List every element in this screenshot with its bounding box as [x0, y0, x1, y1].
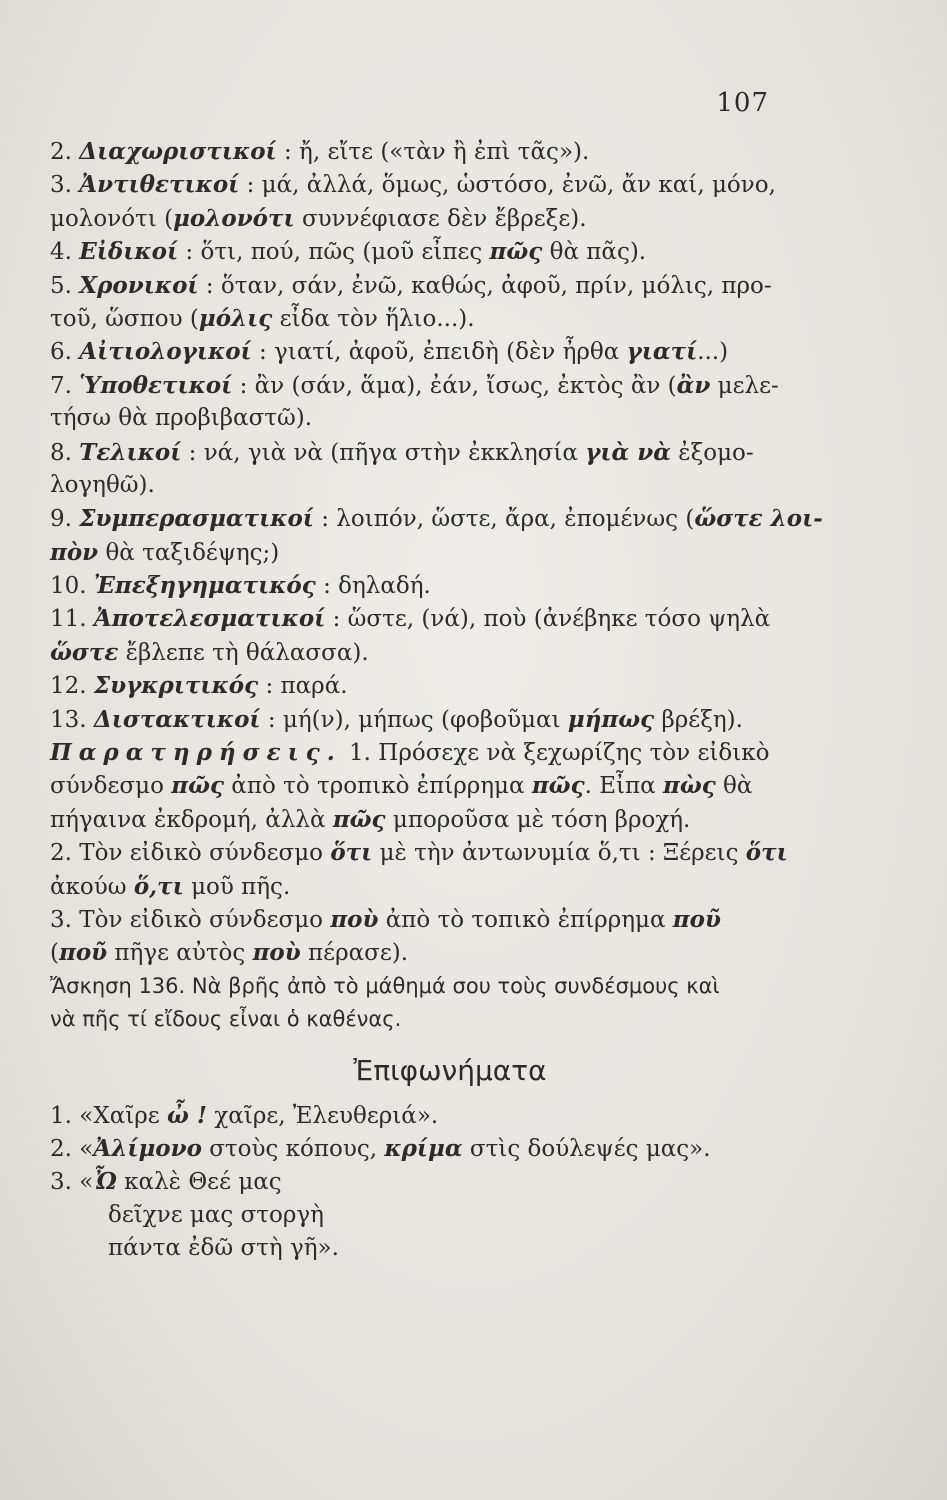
item-text: : δηλαδή.: [315, 573, 431, 600]
item-number: 11.: [50, 606, 87, 633]
remarks-line: [50, 769, 790, 802]
example-word: πὼς: [662, 772, 716, 800]
item-line: [50, 602, 790, 635]
item-line: [50, 469, 790, 502]
remarks-line: [50, 836, 790, 869]
item-line: [50, 335, 790, 368]
item-text: ἐξομο-: [670, 439, 754, 466]
example-word: μολονότι: [173, 204, 295, 232]
example-word: Ἀλίμονο: [93, 1134, 202, 1162]
item-number: 10.: [50, 573, 87, 600]
example-word: πῶς: [171, 772, 224, 800]
remark-text: θὰ: [715, 773, 753, 800]
remark-text: (: [50, 940, 59, 967]
item-text: στὶς δούλεψές μας».: [462, 1135, 711, 1162]
item-line: [50, 168, 790, 201]
item-label: Ἀντιθετικοί: [79, 171, 240, 199]
item-number: 9.: [50, 506, 72, 533]
item-text: μολονότι (: [50, 205, 174, 232]
item-label: Διαχωριστικοί: [79, 138, 277, 165]
item-label: Συμπερασματικοί: [79, 505, 314, 533]
item-label: Ἀποτελεσματικοί: [93, 605, 326, 633]
item-label: Χρονικοί: [79, 271, 199, 299]
item-line: [50, 536, 790, 569]
item-text: λογηθῶ).: [50, 471, 155, 498]
item-line: [50, 202, 790, 235]
example-word: κρίμα: [384, 1134, 463, 1162]
remark-text: μὲ τὴν ἀντωνυμία ὅ,τι : Ξέρεις: [372, 840, 746, 867]
item-number: 8.: [50, 439, 72, 466]
item-number: 5.: [50, 272, 72, 299]
remarks-line: [50, 803, 790, 836]
item-line: [50, 269, 790, 302]
example-word: πῶς: [332, 805, 386, 833]
item-text: : παρά.: [258, 673, 348, 700]
example-word: γιατί: [626, 338, 698, 366]
item-text: : μά, ἀλλά, ὅμως, ὡστόσο, ἐνῶ, ἄν καί, μόνο,: [239, 172, 776, 199]
interjection-line: [50, 1132, 790, 1165]
example-word: ποὺ: [330, 905, 379, 933]
item-line: [50, 669, 790, 702]
remark-text: 2. Τὸν εἰδικὸ σύνδεσμο: [50, 840, 331, 867]
example-word: Ὦ: [93, 1168, 117, 1196]
item-number: 3.: [50, 1169, 72, 1196]
example-word: πῶς: [531, 772, 585, 800]
item-label: Τελικοί: [79, 438, 182, 466]
example-word: ἂν: [676, 371, 711, 399]
item-label: Ἐπεξηγηματικός: [93, 572, 316, 600]
remark-text: 1. Πρόσεχε νὰ ξεχωρίζης τὸν εἰδικὸ: [341, 740, 770, 767]
item-text: ἔβλεπε τὴ θάλασσα).: [118, 639, 369, 666]
item-line: [50, 436, 790, 469]
remark-text: πέρασε).: [300, 940, 409, 967]
item-line: [50, 636, 790, 669]
remark-text: ἀπὸ τὸ τροπικὸ ἐπίρρημα: [223, 773, 532, 800]
item-text: «: [79, 1169, 94, 1196]
interjection-line: [50, 1099, 790, 1132]
item-text: στοὺς κόπους,: [201, 1135, 385, 1162]
remark-text: πῆγε αὐτὸς: [107, 940, 253, 967]
example-word: ὅ,τι: [133, 872, 184, 900]
item-number: 3.: [50, 172, 72, 199]
item-line: [50, 135, 790, 168]
item-text: εἶδα τὸν ἥλιο...).: [272, 305, 475, 332]
page-number: 107: [716, 88, 769, 118]
remark-text: σύνδεσμο: [50, 773, 172, 800]
example-word: πὸν: [50, 538, 99, 566]
item-line: [50, 369, 790, 402]
poem-line: δεῖχνε μας στοργὴ: [108, 1201, 324, 1228]
example-word: ὅτι: [745, 839, 788, 867]
item-text: βρέξη).: [654, 706, 743, 733]
item-text: : ὅταν, σάν, ἐνῶ, καθώς, ἀφοῦ, πρίν, μόλις, προ-: [198, 272, 772, 299]
example-word: γιὰ νὰ: [585, 438, 671, 466]
item-number: 1.: [50, 1102, 72, 1129]
example-word: ὥστε λοι-: [694, 505, 823, 533]
item-text: «: [79, 1135, 94, 1162]
item-text: «Χαῖρε: [79, 1102, 168, 1129]
item-text: τοῦ, ὥσπου (: [50, 305, 199, 332]
example-word: ποὺ: [252, 939, 301, 967]
example-word: ὦ !: [167, 1101, 208, 1129]
remark-text: πήγαινα ἐκδρομή, ἀλλὰ: [50, 806, 333, 833]
example-word: πῶς: [489, 238, 543, 266]
remark-text: ἀπὸ τὸ τοπικὸ ἐπίρρημα: [378, 906, 673, 933]
item-text: : νά, γιὰ νὰ (πῆγα στὴν ἐκκλησία: [181, 439, 586, 466]
item-label: Εἰδικοί: [79, 238, 179, 266]
item-text: : ἤ, εἴτε («τὰν ἢ ἐπὶ τᾶς»).: [276, 139, 590, 165]
item-text: τήσω θὰ προβιβαστῶ).: [50, 405, 313, 432]
item-number: 2.: [50, 1135, 72, 1162]
item-number: 7.: [50, 372, 72, 399]
remark-text: 3. Τὸν εἰδικὸ σύνδεσμο: [50, 906, 331, 933]
item-text: : ἂν (σάν, ἅμα), ἐάν, ἴσως, ἐκτὸς ἂν (: [232, 372, 677, 399]
exercise-line: νὰ πῆς τί εἴδους εἶναι ὁ καθένας.: [50, 1007, 402, 1032]
remarks-line: [50, 736, 790, 769]
item-text: χαῖρε, Ἐλευθεριά».: [207, 1102, 439, 1129]
remarks-line: [50, 870, 790, 903]
item-text: : μή(ν), μήπως (φοβοῦμαι: [260, 706, 568, 733]
item-text: : λοιπόν, ὥστε, ἄρα, ἐπομένως (: [313, 506, 695, 533]
section-title: Ἐπιφωνήματα: [353, 1053, 547, 1087]
remarks-line: [50, 936, 790, 969]
item-label: Συγκριτικός: [93, 672, 259, 700]
remarks-title: Παρατηρήσεις.: [50, 739, 342, 767]
item-text: θὰ ταξιδέψης;): [98, 539, 280, 566]
remark-text: μοῦ πῆς.: [183, 873, 291, 900]
item-line: [50, 703, 790, 736]
item-line: [50, 402, 790, 435]
poem-line: πάντα ἐδῶ στὴ γῆ».: [108, 1235, 339, 1262]
item-number: 12.: [50, 673, 87, 700]
item-text: ...): [697, 339, 729, 366]
item-line: [50, 569, 790, 602]
item-label: Αἰτιολογικοί: [79, 338, 252, 366]
example-word: ὅτι: [330, 839, 373, 867]
item-label: Διστακτικοί: [93, 705, 261, 733]
item-text: : γιατί, ἀφοῦ, ἐπειδὴ (δὲν ἦρθα: [251, 339, 627, 366]
item-number: 13.: [50, 706, 87, 733]
example-word: ὥστε: [50, 638, 119, 666]
item-line: [50, 302, 790, 335]
item-text: : ὅτι, πού, πῶς (μοῦ εἶπες: [178, 239, 490, 266]
item-number: 2.: [50, 139, 72, 165]
item-text: : ὥστε, (νά), ποὺ (ἀνέβηκε τόσο ψηλὰ: [325, 606, 771, 633]
interjection-line: [50, 1165, 790, 1198]
example-word: ποῦ: [672, 905, 721, 933]
remarks-line: [50, 903, 790, 936]
item-number: 6.: [50, 339, 72, 366]
example-word: ποῦ: [58, 939, 108, 967]
item-text: καλὲ Θεέ μας: [116, 1169, 282, 1196]
remark-text: . Εἶπα: [584, 773, 663, 800]
remark-text: μποροῦσα μὲ τόση βροχή.: [385, 806, 691, 833]
item-line: [50, 235, 790, 268]
page-text: [50, 135, 823, 1266]
remark-text: ἀκούω: [50, 873, 134, 900]
item-label: Ὑποθετικοί: [79, 371, 233, 399]
example-word: μήπως: [567, 705, 655, 733]
item-text: θὰ πᾶς).: [542, 239, 647, 266]
exercise-line: Ἄσκηση 136. Νὰ βρῆς ἀπὸ τὸ μάθημά σου τοὺς συνδέσμους καὶ: [50, 973, 720, 998]
example-word: μόλις: [198, 304, 273, 332]
item-number: 4.: [50, 239, 72, 266]
item-text: μελε-: [710, 372, 779, 399]
item-text: συννέφιασε δὲν ἔβρεξε).: [294, 205, 587, 232]
item-line: [50, 502, 823, 535]
